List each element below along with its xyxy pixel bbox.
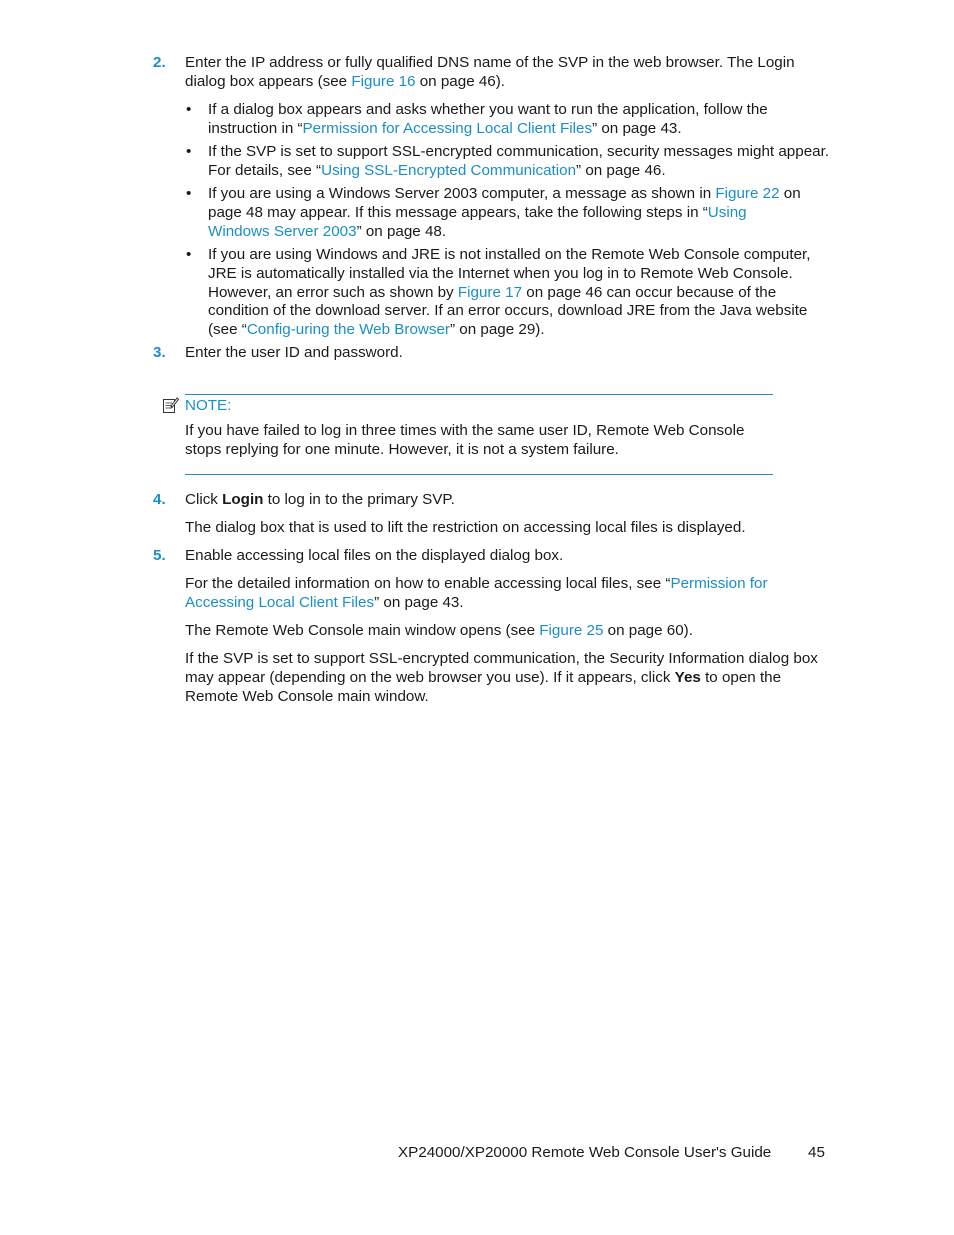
- step-5-paragraph-1: [185, 575, 835, 613]
- bullet-1-text-a: If a dialog box appears and asks whether you want to run the application, follow the instruction in “: [208, 101, 768, 137]
- bullet-marker: •: [186, 246, 192, 263]
- note-bottom-rule: [185, 474, 773, 475]
- bullet-1: [208, 101, 833, 139]
- bullet-3-text-a: If you are using a Windows Server 2003 computer, a message as shown in: [208, 185, 716, 202]
- link-figure-16[interactable]: Figure 16: [351, 72, 416, 90]
- step-5-paragraph-2: [185, 622, 835, 641]
- step-5-p3-text-b: to open the Remote Web Console main window.: [185, 668, 782, 705]
- page-number: 45: [808, 1144, 825, 1161]
- step-2-text-b: on page 46).: [415, 72, 506, 90]
- step-5-text: Enable accessing local files on the displayed dialog box.: [185, 547, 564, 564]
- step-number-5: 5.: [153, 547, 166, 564]
- step-4-text: [185, 491, 835, 510]
- bullet-2-text-b: ” on page 46.: [576, 161, 666, 179]
- link-figure-22[interactable]: Figure 22: [715, 185, 780, 202]
- bullet-1-text-b: ” on page 43.: [592, 119, 682, 137]
- bullet-marker: •: [186, 185, 192, 202]
- link-permission-local-files-2[interactable]: Permission for Accessing Local Client Files: [185, 575, 768, 611]
- step-4-text-a: Click: [185, 491, 223, 508]
- bullet-2: [208, 143, 833, 181]
- bullet-marker: •: [186, 101, 192, 118]
- step-5-p2-text-a: The Remote Web Console main window opens (see: [185, 622, 540, 639]
- link-configuring-web-browser[interactable]: Config-uring the Web Browser: [246, 321, 450, 339]
- bullet-3: [208, 185, 808, 241]
- login-button-name: Login: [222, 491, 264, 508]
- bullet-3-text-b: on page 48 may appear. If this message appears, take the following steps in “: [208, 185, 801, 221]
- step-number-4: 4.: [153, 491, 166, 508]
- link-permission-local-files[interactable]: Permission for Accessing Local Client Files: [302, 119, 593, 137]
- step-5-p3-text-a: If the SVP is set to support SSL-encrypted communication, the Security Information dialog box may appear (depending on the web browser you use). If it appears, click: [185, 650, 818, 686]
- link-windows-server-2003[interactable]: Using Windows Server 2003: [208, 203, 747, 240]
- link-figure-25[interactable]: Figure 25: [539, 622, 604, 639]
- note-pencil-icon: [162, 396, 179, 414]
- bullet-marker: •: [186, 143, 192, 160]
- step-4-paragraph: The dialog box that is used to lift the restriction on accessing local files is displayed.: [185, 519, 746, 536]
- step-5-p1-text-a: For the detailed information on how to enable accessing local files, see “: [185, 575, 671, 592]
- yes-button-name: Yes: [674, 668, 701, 686]
- step-5-p1-text-b: ” on page 43.: [374, 593, 464, 611]
- bullet-4-text-b: on page 46 can occur because of the condition of the download server. If an error occurs, download JRE from the Java website (see “: [208, 283, 808, 339]
- step-2-text: [185, 54, 835, 92]
- step-5-paragraph-3: [185, 650, 835, 706]
- step-3-text: Enter the user ID and password.: [185, 344, 403, 361]
- note-text: If you have failed to log in three times with the same user ID, Remote Web Console stops replying for one minute. However, it is not a system failure.: [185, 422, 745, 458]
- step-4-text-b: to log in to the primary SVP.: [263, 491, 455, 508]
- bullet-4-text-a: If you are using Windows and JRE is not installed on the Remote Web Console computer, JRE is automatically installed via the Internet when you log in to Remote Web Console. However, an error such as shown by: [208, 246, 811, 301]
- note-top-rule: [185, 394, 773, 395]
- step-2-text-a: Enter the IP address or fully qualified DNS name of the SVP in the web browser. The Login dialog box appears (see: [185, 54, 795, 90]
- note-label: NOTE:: [185, 397, 232, 414]
- bullet-4-text-c: ” on page 29).: [449, 321, 545, 339]
- link-figure-17[interactable]: Figure 17: [457, 283, 523, 301]
- bullet-4: [208, 246, 833, 340]
- step-number-2: 2.: [153, 54, 166, 71]
- link-ssl-communication[interactable]: Using SSL-Encrypted Communication: [321, 161, 577, 179]
- bullet-2-text-a: If the SVP is set to support SSL-encrypted communication, security messages might appear. For details, see “: [208, 143, 830, 179]
- bullet-3-text-c: ” on page 48.: [356, 222, 447, 240]
- step-number-3: 3.: [153, 344, 166, 361]
- step-5-p2-text-b: on page 60).: [603, 622, 693, 639]
- footer-guide-title: XP24000/XP20000 Remote Web Console User's Guide: [398, 1144, 772, 1161]
